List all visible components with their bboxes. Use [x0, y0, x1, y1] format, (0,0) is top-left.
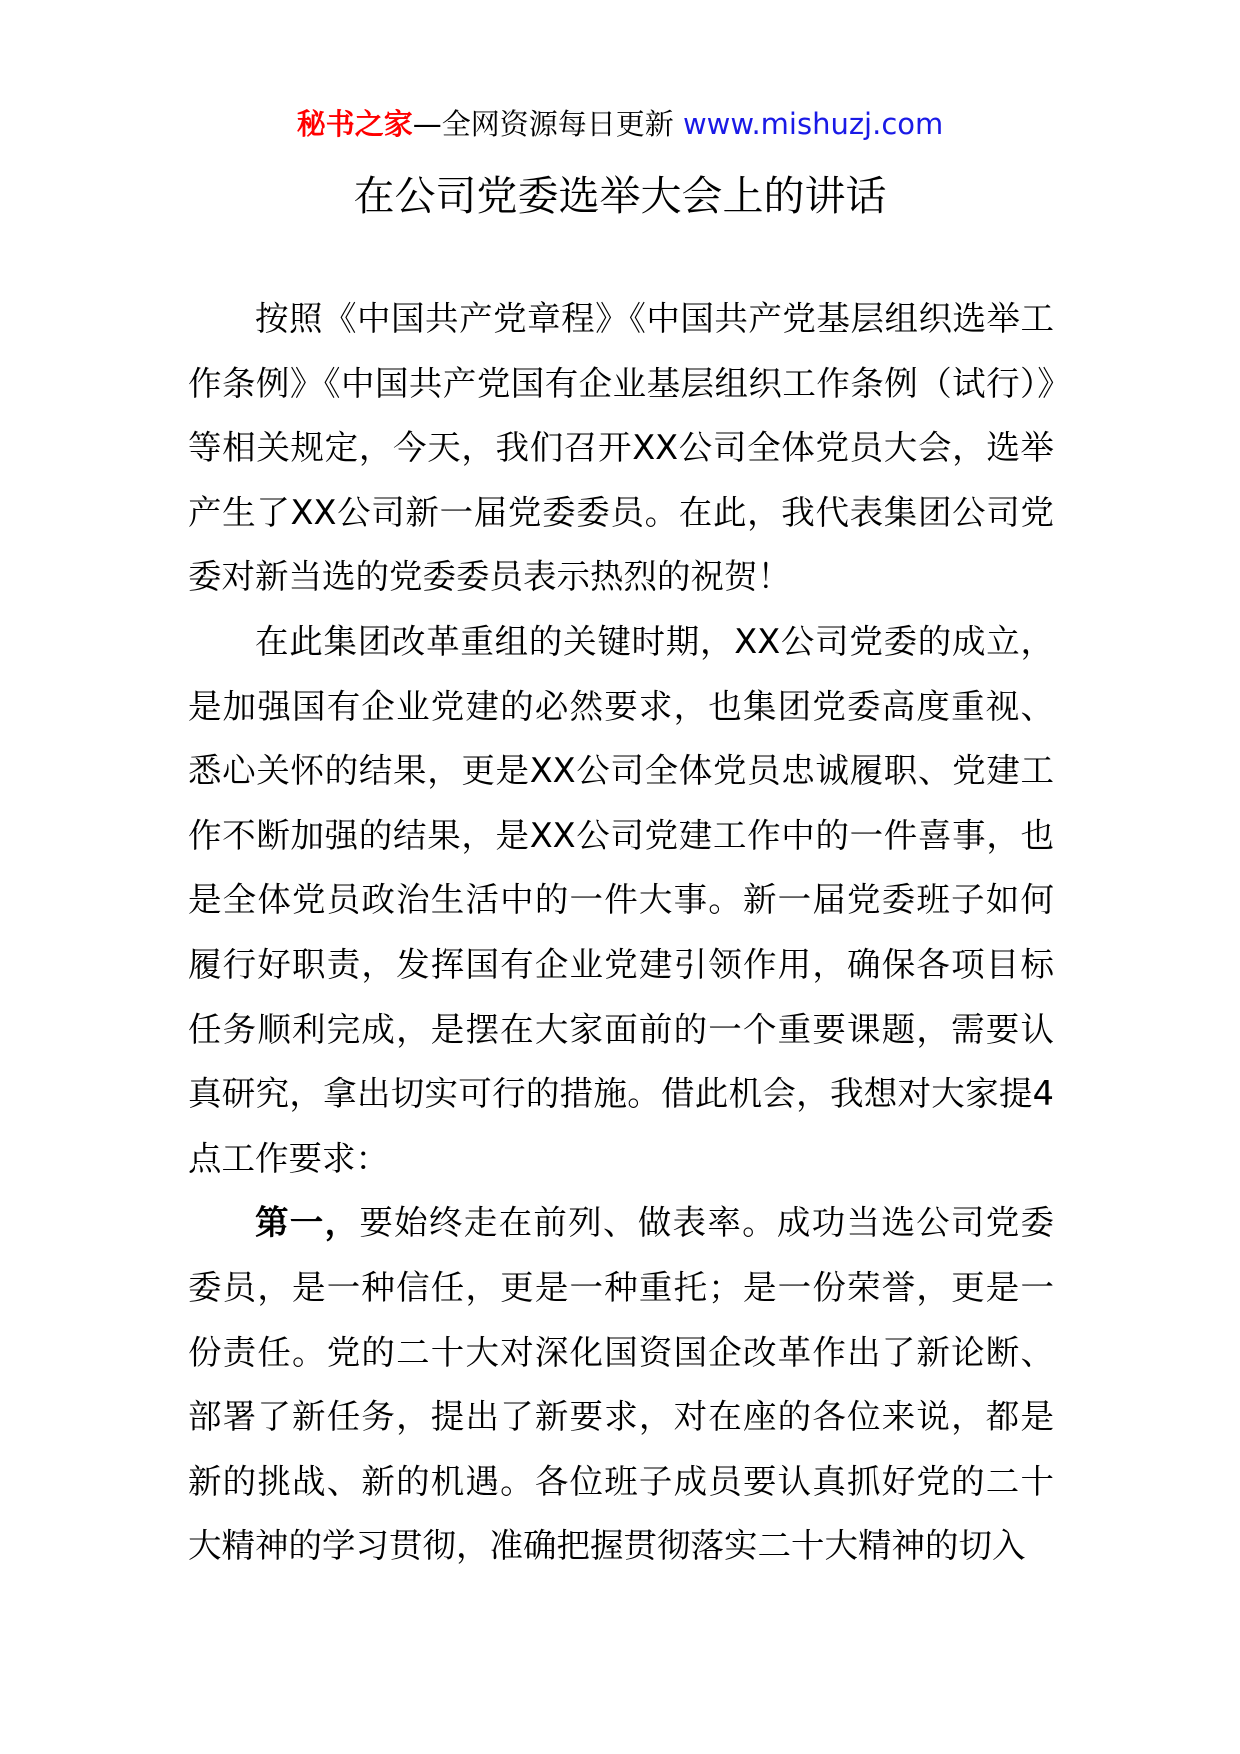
document-body	[188, 287, 1054, 1579]
paragraph-2: 在此集团改革重组的关键时期，XX公司党委的成立，是加强国有企业党建的必然要求，也集团党委高度重视、悉心关怀的结果，更是XX公司全体党员忠诚履职、党建工作不断加强的结果，是XX公司党建工作中的一件喜事，也是全体党员政治生活中的一件大事。新一届党委班子如何履行好职责，发挥国有企业党建引领作用，确保各项目标任务顺利完成，是摆在大家面前的一个重要课题，需要认真研究，拿出切实可行的措施。借此机会，我想对大家提4点工作要求：	[188, 621, 1054, 1178]
paragraph-3-text: 要始终走在前列、做表率。成功当选公司党委委员，是一种信任，更是一种重托；是一份荣誉，更是一份责任。党的二十大对深化国资国企改革作出了新论断、部署了新任务，提出了新要求，对在座的各位来说，都是新的挑战、新的机遇。各位班子成员要认真抓好党的二十大精神的学习贯彻，准确把握贯彻落实二十大精神的切入	[188, 1203, 1055, 1566]
header-tagline: —全网资源每日更新	[412, 107, 683, 141]
site-header	[0, 100, 1240, 148]
paragraph-3	[188, 1191, 1054, 1579]
paragraph-1: 按照《中国共产党章程》《中国共产党基层组织选举工作条例》《中国共产党国有企业基层组织工作条例（试行）》等相关规定，今天，我们召开XX公司全体党员大会，选举产生了XX公司新一届党委委员。在此，我代表集团公司党委对新当选的党委委员表示热烈的祝贺！	[188, 299, 1054, 597]
site-url-link[interactable]: www.mishuzj.com	[682, 107, 944, 141]
document-title: 在公司党委选举大会上的讲话	[353, 172, 887, 220]
brand-name: 秘书之家	[296, 107, 413, 141]
paragraph-lead: 第一，	[255, 1203, 360, 1243]
